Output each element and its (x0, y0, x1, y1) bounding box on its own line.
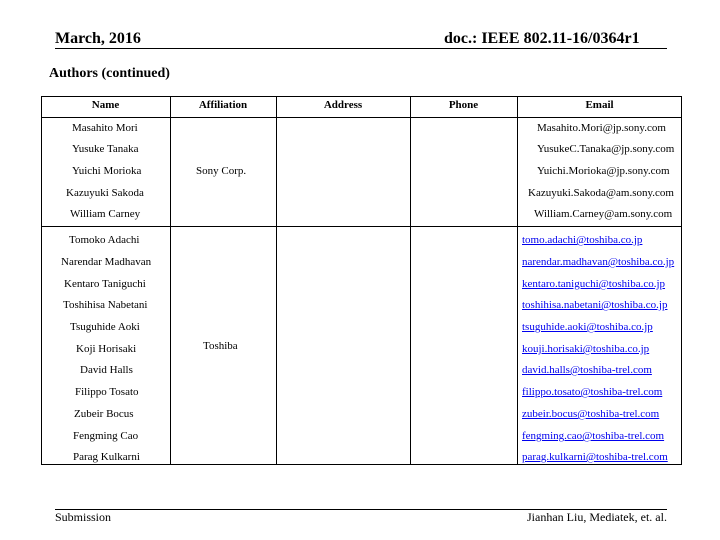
column-divider (410, 96, 411, 465)
author-name: Yuichi Morioka (72, 165, 142, 177)
author-name: Tsuguhide Aoki (70, 321, 140, 333)
column-divider (517, 96, 518, 465)
column-header-affiliation: Affiliation (198, 99, 248, 111)
author-email-link[interactable]: kouji.horisaki@toshiba.co.jp (522, 343, 650, 355)
author-email-link[interactable]: kentaro.taniguchi@toshiba.co.jp (522, 278, 666, 290)
author-name: Yusuke Tanaka (72, 143, 139, 155)
author-name: Fengming Cao (73, 430, 139, 442)
author-name: Kazuyuki Sakoda (66, 187, 144, 199)
author-email-link[interactable]: david.halls@toshiba-trel.com (522, 364, 652, 376)
author-email-link[interactable]: toshihisa.nabetani@toshiba.co.jp (522, 299, 668, 311)
column-header-email: Email (585, 99, 614, 111)
author-email-link[interactable]: fengming.cao@toshiba-trel.com (522, 430, 665, 442)
author-email-link[interactable]: tsuguhide.aoki@toshiba.co.jp (522, 321, 653, 333)
page-subtitle: Authors (continued) (49, 66, 170, 81)
author-email-link[interactable]: zubeir.bocus@toshiba-trel.com (522, 408, 660, 420)
author-email: Masahito.Mori@jp.sony.com (537, 122, 666, 134)
author-name: Masahito Mori (72, 122, 138, 134)
author-name: Koji Horisaki (76, 343, 137, 355)
author-name: Toshihisa Nabetani (63, 299, 148, 311)
author-name: Narendar Madhavan (61, 256, 152, 268)
footer-submission: Submission (55, 510, 112, 524)
column-divider (276, 96, 277, 465)
author-name: Kentaro Taniguchi (64, 278, 146, 290)
column-header-address: Address (323, 99, 363, 111)
author-name: Parag Kulkarni (73, 451, 140, 463)
author-email: William.Carney@am.sony.com (534, 208, 673, 220)
author-email-link[interactable]: filippo.tosato@toshiba-trel.com (522, 386, 663, 398)
header-date: March, 2016 (55, 30, 141, 47)
author-name: David Halls (80, 364, 133, 376)
group-divider (41, 226, 682, 227)
affiliation-toshiba: Toshiba (203, 340, 238, 352)
header-doc-id: doc.: IEEE 802.11-16/0364r1 (444, 30, 640, 47)
header-row-divider (41, 117, 682, 118)
author-name: William Carney (70, 208, 141, 220)
author-email-link[interactable]: narendar.madhavan@toshiba.co.jp (522, 256, 675, 268)
author-name: Filippo Tosato (75, 386, 139, 398)
author-email-link[interactable]: tomo.adachi@toshiba.co.jp (522, 234, 643, 246)
author-email-link[interactable]: parag.kulkarni@toshiba-trel.com (522, 451, 668, 463)
affiliation-sony: Sony Corp. (196, 165, 247, 177)
footer-authors: Jianhan Liu, Mediatek, et. al. (527, 510, 667, 524)
author-name: Tomoko Adachi (69, 234, 140, 246)
column-header-name: Name (91, 99, 120, 111)
author-email: Kazuyuki.Sakoda@am.sony.com (528, 187, 674, 199)
column-divider (170, 96, 171, 465)
author-email: Yuichi.Morioka@jp.sony.com (537, 165, 670, 177)
author-email: YusukeC.Tanaka@jp.sony.com (537, 143, 675, 155)
column-header-phone: Phone (448, 99, 479, 111)
header-rule (55, 48, 667, 49)
author-name: Zubeir Bocus (74, 408, 134, 420)
